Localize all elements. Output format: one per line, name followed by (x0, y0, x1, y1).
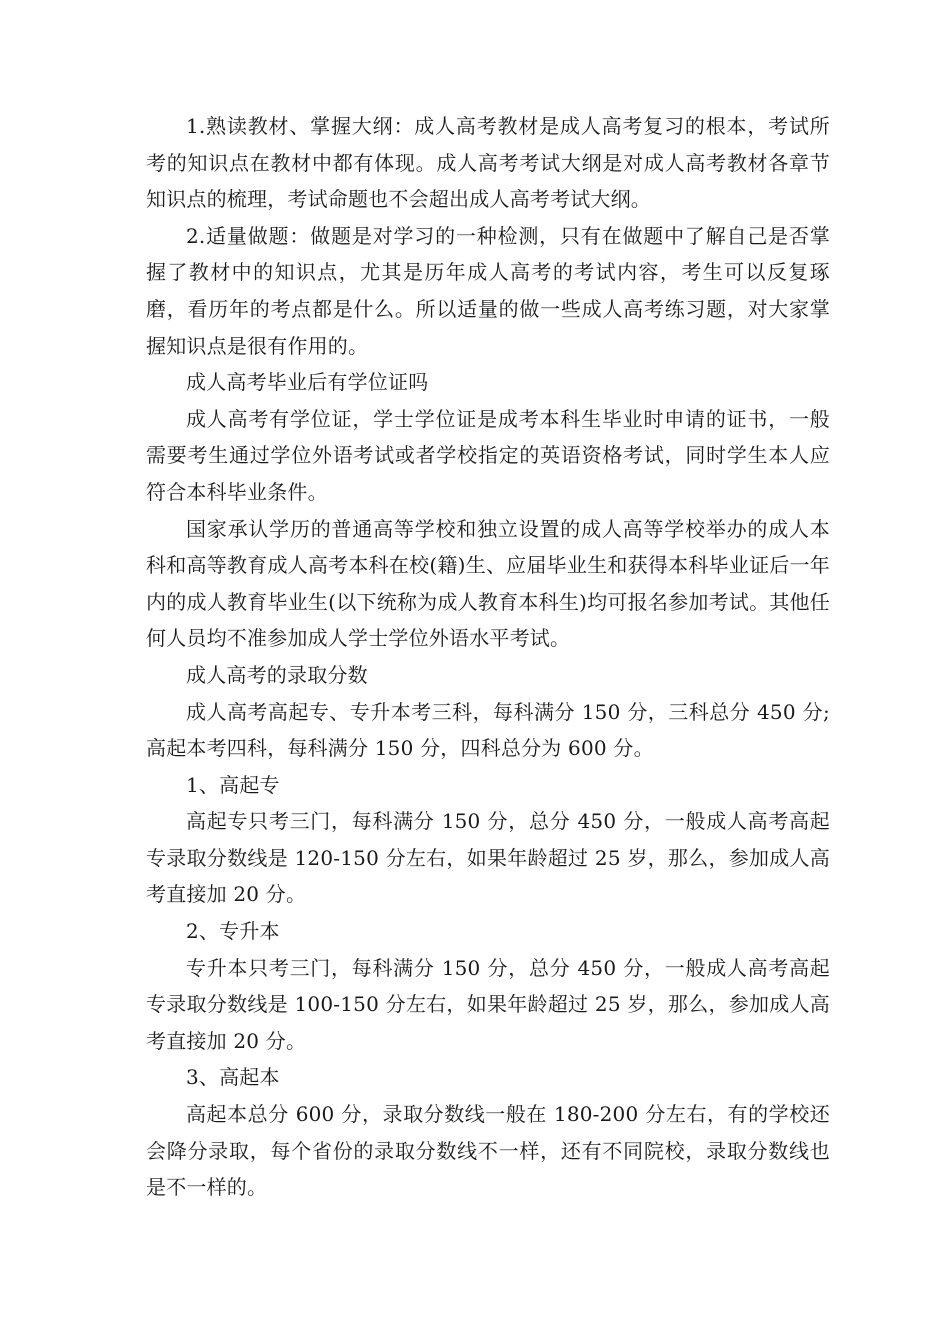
section-heading-degree: 成人高考毕业后有学位证吗 (186, 370, 429, 395)
paragraph-study-textbook: 1.熟读教材、掌握大纲：成人高考教材是成人高考复习的根本，考试所考的知识点在教材中都有体现。成人高考考试大纲是对成人高考教材各章节知识点的梳理，考试命题也不会超出成人高考考试大纲。 (146, 114, 830, 212)
paragraph-score-overview: 成人高考高起专、专升本考三科，每科满分 150 分，三科总分 450 分;高起本考四科，每科满分 150 分，四科总分为 600 分。 (146, 699, 830, 761)
subheading-zhuanshengben: 2、专升本 (186, 919, 280, 944)
paragraph-gaoqiben: 高起本总分 600 分，录取分数线一般在 180-200 分左右，有的学校还会降分录取，每个省份的录取分数线不一样，还有不同院校，录取分数线也是不一样的。 (146, 1102, 830, 1200)
paragraph-eligibility: 国家承认学历的普通高等学校和独立设置的成人高等学校举办的成人本科和高等教育成人高考本科在校(籍)生、应届毕业生和获得本科毕业证后一年内的成人教育毕业生(以下统称为成人教育本科生)均可报名参加考试。其他任何人员均不准参加成人学士学位外语水平考试。 (146, 516, 830, 651)
document-body (146, 108, 830, 1206)
paragraph-practice-questions: 2.适量做题：做题是对学习的一种检测，只有在做题中了解自己是否掌握了教材中的知识点，尤其是历年成人高考的考试内容，考生可以反复琢磨，看历年的考点都是什么。所以适量的做一些成人高考练习题，对大家掌握知识点是很有作用的。 (146, 223, 830, 358)
subheading-gaoqizhuan: 1、高起专 (186, 772, 280, 797)
paragraph-gaoqizhuan: 高起专只考三门，每科满分 150 分，总分 450 分，一般成人高考高起专录取分数线是 120-150 分左右，如果年龄超过 25 岁，那么，参加成人高考直接加 20 分。 (146, 809, 830, 907)
subheading-gaoqiben: 3、高起本 (186, 1065, 280, 1090)
section-heading-scores: 成人高考的录取分数 (186, 662, 368, 687)
paragraph-zhuanshengben: 专升本只考三门，每科满分 150 分，总分 450 分，一般成人高考高起专录取分数线是 100-150 分左右，如果年龄超过 25 岁，那么，参加成人高考直接加 20 分。 (146, 955, 830, 1053)
paragraph-degree-certificate: 成人高考有学位证，学士学位证是成考本科生毕业时申请的证书，一般需要考生通过学位外语考试或者学校指定的英语资格考试，同时学生本人应符合本科毕业条件。 (146, 406, 830, 504)
